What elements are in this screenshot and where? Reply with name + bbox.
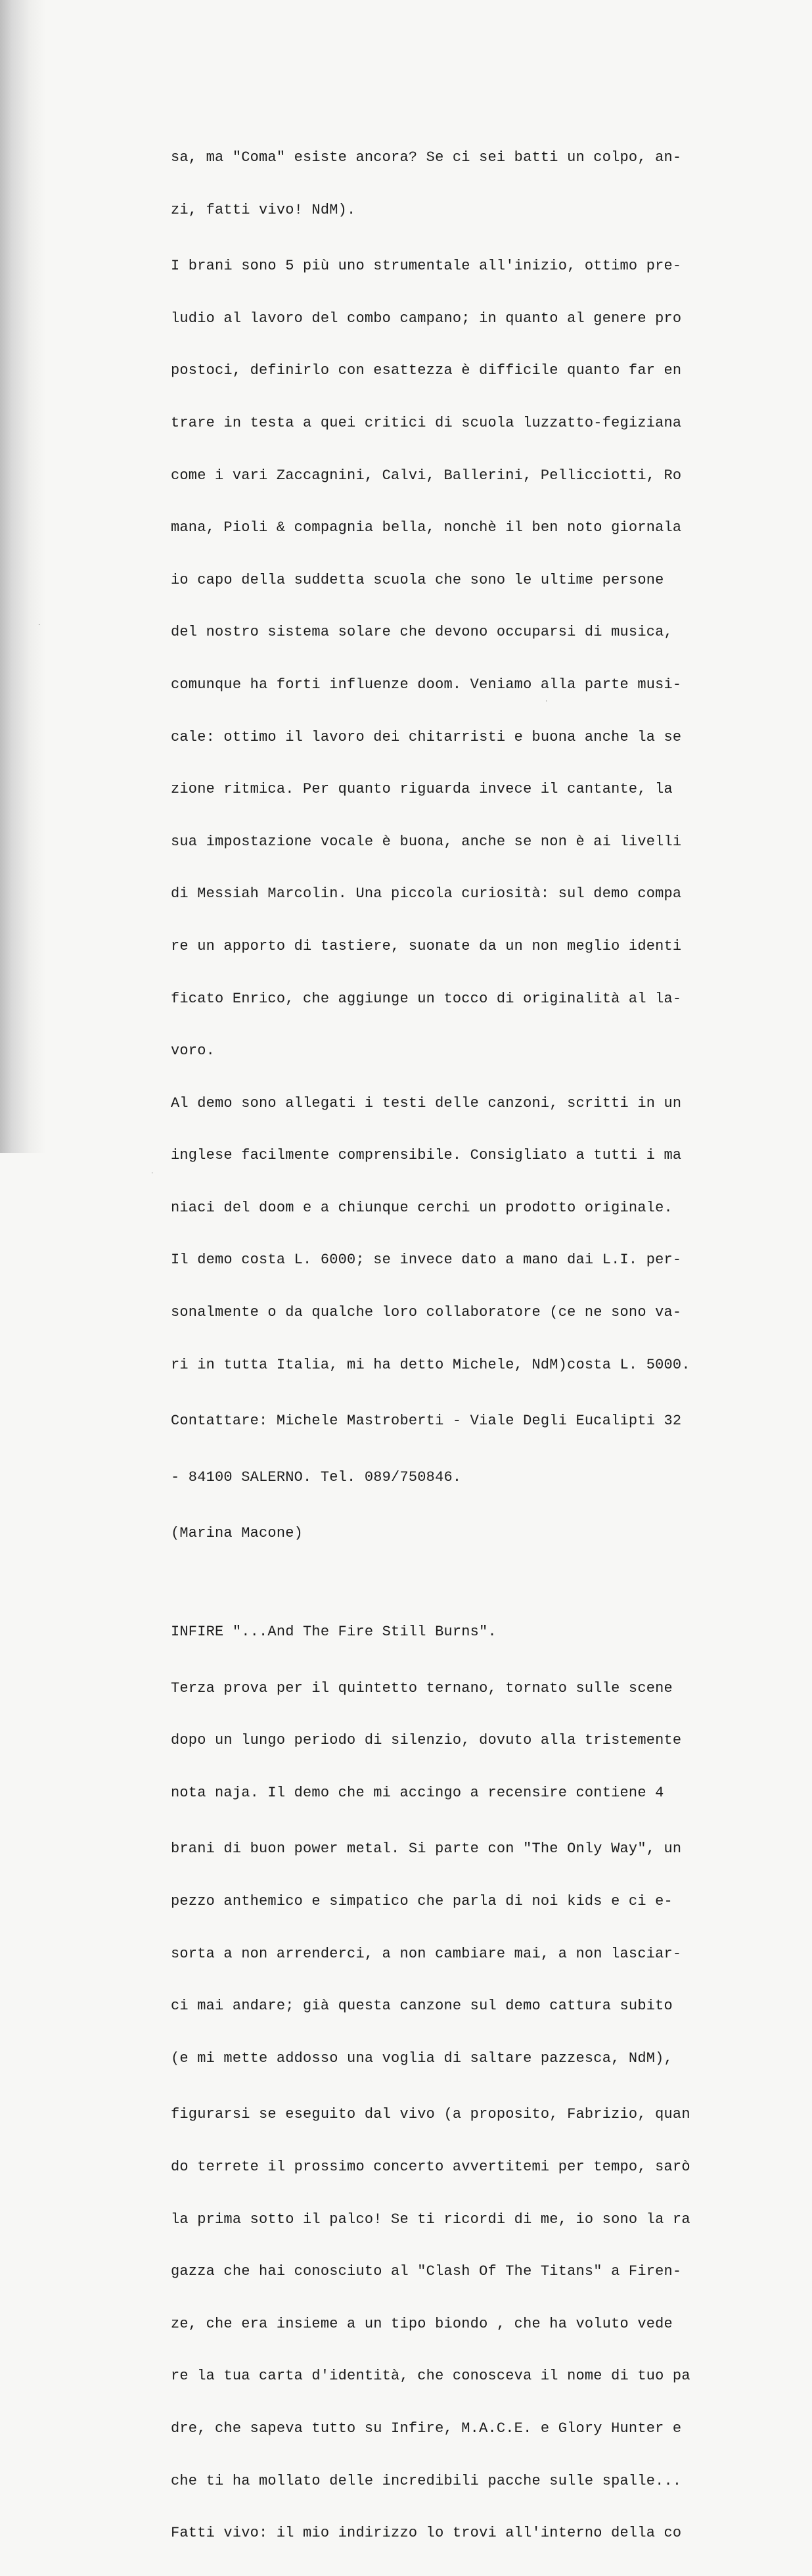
text-line: zione ritmica. Per quanto riguarda invece il cantante, la	[171, 781, 673, 798]
text-line: che ti ha mollato delle incredibili pacche sulle spalle...	[171, 2472, 682, 2489]
text-line: come i vari Zaccagnini, Calvi, Ballerini, Pellicciotti, Ro	[171, 467, 682, 484]
text-line: voro.	[171, 1042, 215, 1060]
text-line: sua impostazione vocale è buona, anche se non è ai livelli	[171, 833, 682, 850]
text-line: I brani sono 5 più uno strumentale all'inizio, ottimo pre-	[171, 258, 682, 275]
text-line: dre, che sapeva tutto su Infire, M.A.C.E. e Glory Hunter e	[171, 2420, 682, 2437]
text-line: do terrete il prossimo concerto avvertitemi per tempo, sarò	[171, 2158, 690, 2175]
scan-speck: ·	[151, 1170, 154, 1177]
text-line: sorta a non arrenderci, a non cambiare mai, a non lasciar-	[171, 1945, 682, 1962]
review-heading: INFIRE "...And The Fire Still Burns".	[171, 1624, 497, 1641]
scan-speck: ·	[545, 698, 548, 705]
text-line: zi, fatti vivo! NdM).	[171, 201, 356, 218]
text-line: ci mai andare; già questa canzone sul demo cattura subito	[171, 1998, 673, 2015]
text-line: postoci, definirlo con esattezza è difficile quanto far en	[171, 362, 682, 379]
text-line: brani di buon power metal. Si parte con "The Only Way", un	[171, 1840, 682, 1858]
text-line: ludio al lavoro del combo campano; in quanto al genere pro	[171, 310, 682, 327]
text-line: la prima sotto il palco! Se ti ricordi di me, io sono la ra	[171, 2211, 690, 2228]
text-line: pezzo anthemico e simpatico che parla di noi kids e ci e-	[171, 1893, 673, 1909]
text-line: (e mi mette addosso una voglia di saltare pazzesca, NdM),	[171, 2049, 673, 2067]
text-line: io capo della suddetta scuola che sono le ultime persone	[171, 571, 664, 588]
text-line: ze, che era insieme a un tipo biondo , che ha voluto vede	[171, 2315, 673, 2332]
text-line: ficato Enrico, che aggiunge un tocco di originalità al la-	[171, 990, 682, 1007]
text-line: comunque ha forti influenze doom. Veniamo alla parte musi-	[171, 676, 682, 693]
text-line: Il demo costa L. 6000; se invece dato a mano dai L.I. per-	[171, 1252, 682, 1269]
text-line: sa, ma "Coma" esiste ancora? Se ci sei batti un colpo, an-	[171, 149, 682, 166]
text-line: Al demo sono allegati i testi delle canzoni, scritti in un	[171, 1094, 682, 1112]
text-line: niaci del doom e a chiunque cerchi un prodotto originale.	[171, 1199, 673, 1216]
reviewer-signature: (Marina Macone)	[171, 1525, 304, 1542]
text-line: re la tua carta d'identità, che conosceva il nome di tuo pa	[171, 2368, 690, 2385]
contact-line: Contattare: Michele Mastroberti - Viale Degli Eucalipti 32	[171, 1413, 682, 1430]
review-column	[171, 99, 762, 2576]
text-line: cale: ottimo il lavoro dei chitarristi e buona anche la se	[171, 728, 682, 745]
text-line: inglese facilmente comprensibile. Consigliato a tutti i ma	[171, 1147, 682, 1164]
text-line: gazza che hai conosciuto al "Clash Of The Titans" a Firen-	[171, 2263, 682, 2280]
text-line: nota naja. Il demo che mi accingo a recensire contiene 4	[171, 1784, 664, 1801]
text-line: di Messiah Marcolin. Una piccola curiosità: sul demo compa	[171, 885, 682, 902]
scan-speck: ·	[38, 622, 41, 629]
text-line: Fatti vivo: il mio indirizzo lo trovi all'interno della co	[171, 2525, 682, 2542]
text-line: del nostro sistema solare che devono occuparsi di musica,	[171, 624, 673, 641]
text-line: trare in testa a quei critici di scuola luzzatto-fegiziana	[171, 414, 682, 431]
text-line: mana, Pioli & compagnia bella, nonchè il ben noto giornala	[171, 519, 682, 536]
text-line: ri in tutta Italia, mi ha detto Michele, NdM)costa L. 5000.	[171, 1356, 690, 1373]
text-line: dopo un lungo periodo di silenzio, dovuto alla tristemente	[171, 1732, 682, 1749]
contact-line: - 84100 SALERNO. Tel. 089/750846.	[171, 1468, 462, 1486]
text-line: re un apporto di tastiere, suonate da un non meglio identi	[171, 937, 682, 954]
text-line: sonalmente o da qualche loro collaboratore (ce ne sono va-	[171, 1304, 682, 1321]
text-line: Terza prova per il quintetto ternano, tornato sulle scene	[171, 1679, 673, 1697]
text-line: figurarsi se eseguito dal vivo (a proposito, Fabrizio, quan	[171, 2106, 690, 2123]
